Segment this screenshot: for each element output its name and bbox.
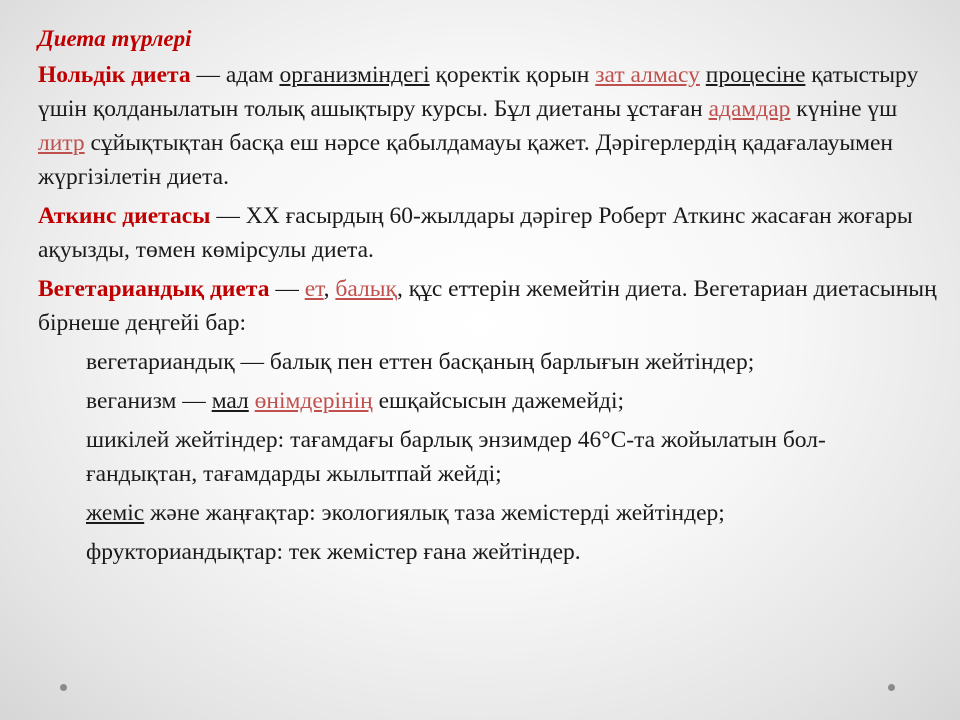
link-liter[interactable]: литр bbox=[38, 130, 85, 156]
term-vegetarian-diet: Вегетариандық диета bbox=[38, 276, 270, 302]
text: веганизм — bbox=[86, 388, 212, 414]
text: және жаңғақтар: экологиялық таза жемістерді жейтіндер; bbox=[144, 500, 725, 526]
link-fish[interactable]: балық bbox=[335, 276, 397, 302]
text: — bbox=[269, 276, 305, 302]
link-metabolism[interactable]: зат алмасу bbox=[595, 62, 700, 88]
paragraph-vegetarian-diet bbox=[38, 272, 938, 340]
corner-dot-right bbox=[888, 684, 895, 691]
link-fruit[interactable]: жеміс bbox=[86, 500, 145, 526]
list-item-vegetarian: вегетариандық — балық пен еттен басқаның барлығын жейтіндер; bbox=[86, 349, 755, 375]
corner-dot-left bbox=[60, 684, 67, 691]
list-item-fruitarians: фрукториандықтар: тек жемістер ғана жейтіндер. bbox=[86, 539, 581, 565]
term-zero-diet: Нольдік диета bbox=[38, 62, 191, 88]
term-atkins-diet: Аткинс диетасы bbox=[38, 203, 211, 229]
link-livestock[interactable]: мал bbox=[211, 388, 249, 414]
text: ешқайсысын дажемейді; bbox=[372, 388, 625, 414]
text: күніне үш bbox=[790, 96, 898, 122]
link-process[interactable]: процесіне bbox=[705, 62, 806, 88]
text: сұйықтықтан басқа еш нәрсе қабылдамауы қажет. Дәрігерлердің қадағалауымен жүргізілетін диета. bbox=[38, 130, 893, 190]
text: , bbox=[323, 276, 336, 302]
link-products[interactable]: өнімдерінің bbox=[254, 388, 373, 414]
link-organism[interactable]: организміндегі bbox=[279, 62, 430, 88]
text: — адам bbox=[190, 62, 280, 88]
list-item-fruits-nuts bbox=[86, 496, 938, 530]
paragraph-zero-diet bbox=[38, 58, 938, 194]
link-people[interactable]: адамдар bbox=[708, 96, 791, 122]
list-item-raw-food: шикілей жейтіндер: тағамдағы барлық энзимдер 46°С-та жойылатын бол- ғандықтан, тағамдарды жылытпай жейді; bbox=[86, 427, 826, 487]
text: қатыстыру үшін қолданылатын толық ашықтыру курсы. Бұл диетаны ұстаған bbox=[38, 62, 919, 122]
list-item-veganism bbox=[86, 384, 938, 418]
slide-title: Диета түрлері bbox=[38, 26, 192, 51]
paragraph-atkins-diet bbox=[38, 199, 938, 267]
text: , құс еттерін жемейтін диета. Вегетариан диетасының бірнеше деңгейі бар: bbox=[38, 276, 937, 336]
slide-content bbox=[38, 22, 938, 574]
text: — XX ғасырдың 60-жылдары дәрігер Роберт Аткинс жасаған жоғары ақуызды, төмен көмірсулы диета. bbox=[38, 203, 913, 263]
text: қоректік қорын bbox=[429, 62, 596, 88]
link-meat[interactable]: ет bbox=[304, 276, 324, 302]
